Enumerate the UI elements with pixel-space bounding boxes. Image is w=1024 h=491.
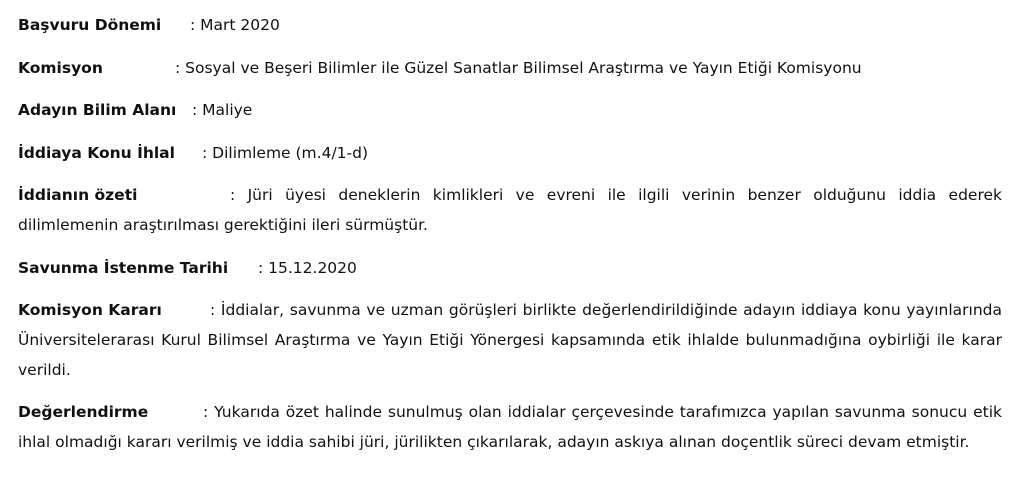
field-label: Komisyon [18, 59, 103, 77]
field-basvuru-donemi [18, 10, 1002, 40]
field-value: : Jüri üyesi deneklerin kimlikleri ve evreni ile ilgili verinin benzer olduğunu iddia ederek dilimlemenin araştırılması gerektiğini ileri sürmüştür. [18, 186, 1002, 234]
field-komisyon [18, 53, 1002, 83]
field-ozet [18, 180, 1002, 240]
field-value: : 15.12.2020 [258, 259, 357, 277]
field-value: : Dilimleme (m.4/1-d) [202, 144, 369, 162]
field-label: Adayın Bilim Alanı [18, 101, 177, 119]
field-degerlendirme [18, 397, 1002, 457]
field-value: : Mart 2020 [190, 16, 280, 34]
field-label: Komisyon Kararı [18, 301, 162, 319]
field-ihlal [18, 138, 1002, 168]
field-label: Başvuru Dönemi [18, 16, 162, 34]
field-bilim-alani [18, 95, 1002, 125]
field-savunma-tarihi [18, 253, 1002, 283]
field-label: İddianın özeti [18, 186, 138, 204]
field-label: Değerlendirme [18, 403, 149, 421]
field-value: : Yukarıda özet halinde sunulmuş olan iddialar çerçevesinde tarafımızca yapılan savunma sonucu etik ihlal olmadığı kararı verilmiş ve iddia sahibi jüri, jürilikten çıkarılarak, adayın askıya alınan doçentlik süreci devam etmiştir. [18, 403, 1002, 451]
field-karar [18, 295, 1002, 385]
field-value: : İddialar, savunma ve uzman görüşleri birlikte değerlendirildiğinde adayın iddiaya konu yayınlarında Üniversitelerarası Kurul Bilimsel Araştırma ve Yayın Etiği Yönergesi kapsamında etik ihlalde bulunmadığına oybirliği ile karar verildi. [18, 301, 1002, 379]
field-value: : Sosyal ve Beşeri Bilimler ile Güzel Sanatlar Bilimsel Araştırma ve Yayın Etiği Komisyonu [175, 59, 862, 77]
field-value: : Maliye [192, 101, 253, 119]
field-label: İddiaya Konu İhlal [18, 144, 175, 162]
field-label: Savunma İstenme Tarihi [18, 259, 229, 277]
